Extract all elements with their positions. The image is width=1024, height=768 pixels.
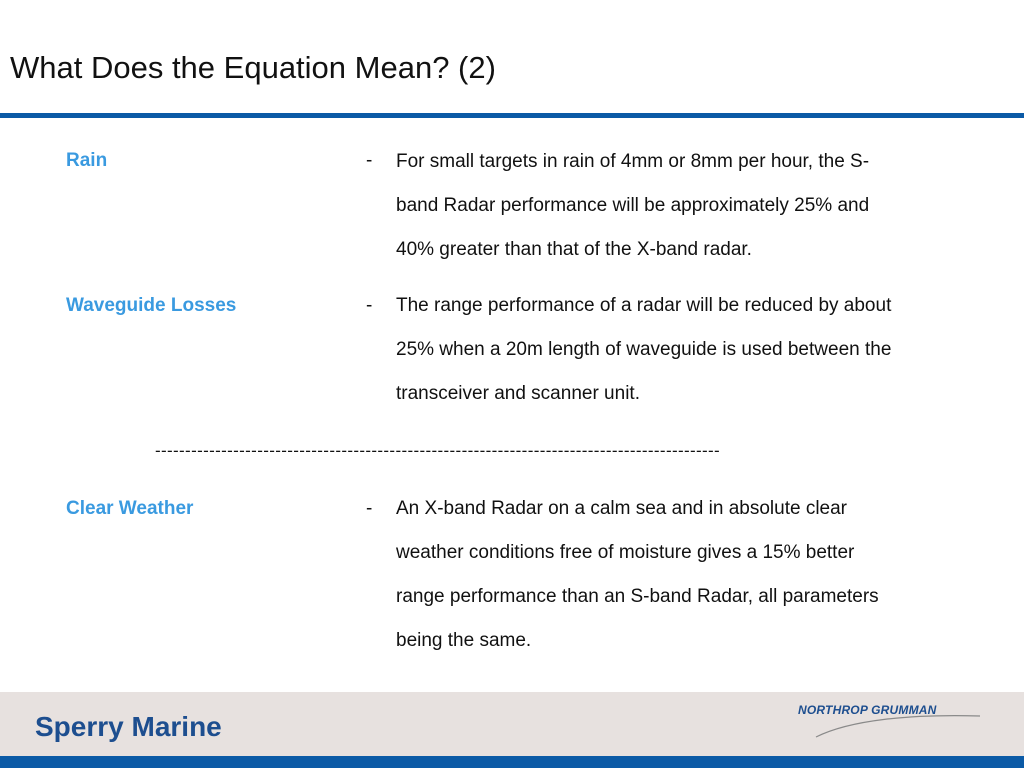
- sperry-marine-logo: Sperry Marine: [35, 711, 222, 742]
- logo-wordmark: NORTHROP GRUMMAN: [798, 703, 937, 717]
- rain-text-line: For small targets in rain of 4mm or 8mm per hour, the S-: [396, 151, 870, 172]
- clear-weather-text: [396, 487, 996, 663]
- rain-text-line: band Radar performance will be approximately 25% and: [396, 195, 870, 216]
- waveguide-losses-text: [396, 284, 996, 416]
- clear-weather-text-line: range performance than an S-band Radar, all parameters: [396, 586, 879, 607]
- rain-dash: -: [366, 150, 373, 171]
- clear-weather-text-line: weather conditions free of moisture gives a 15% better: [396, 542, 855, 563]
- rain-label: Rain: [66, 150, 108, 171]
- waveguide-losses-text-line: 25% when a 20m length of waveguide is used between the: [396, 339, 892, 360]
- waveguide-losses-dash: -: [366, 295, 373, 316]
- clear-weather-text-line: An X-band Radar on a calm sea and in absolute clear: [396, 498, 847, 519]
- waveguide-losses-text-line: transceiver and scanner unit.: [396, 383, 640, 404]
- clear-weather-dash: -: [366, 498, 373, 519]
- northrop-grumman-logo: [790, 700, 990, 744]
- waveguide-losses-text-line: The range performance of a radar will be reduced by about: [396, 295, 892, 316]
- rain-text-line: 40% greater than that of the X-band radar.: [396, 239, 752, 260]
- footer-bar: [0, 756, 1024, 768]
- slide-title: What Does the Equation Mean? (2): [10, 50, 496, 85]
- title-rule: [0, 113, 1024, 118]
- dashed-separator: ----------------------------------------------------------------------------------------------: [155, 441, 721, 460]
- clear-weather-text-line: being the same.: [396, 630, 532, 651]
- clear-weather-label: Clear Weather: [66, 498, 194, 519]
- rain-text: [396, 140, 996, 272]
- waveguide-losses-label: Waveguide Losses: [66, 295, 237, 316]
